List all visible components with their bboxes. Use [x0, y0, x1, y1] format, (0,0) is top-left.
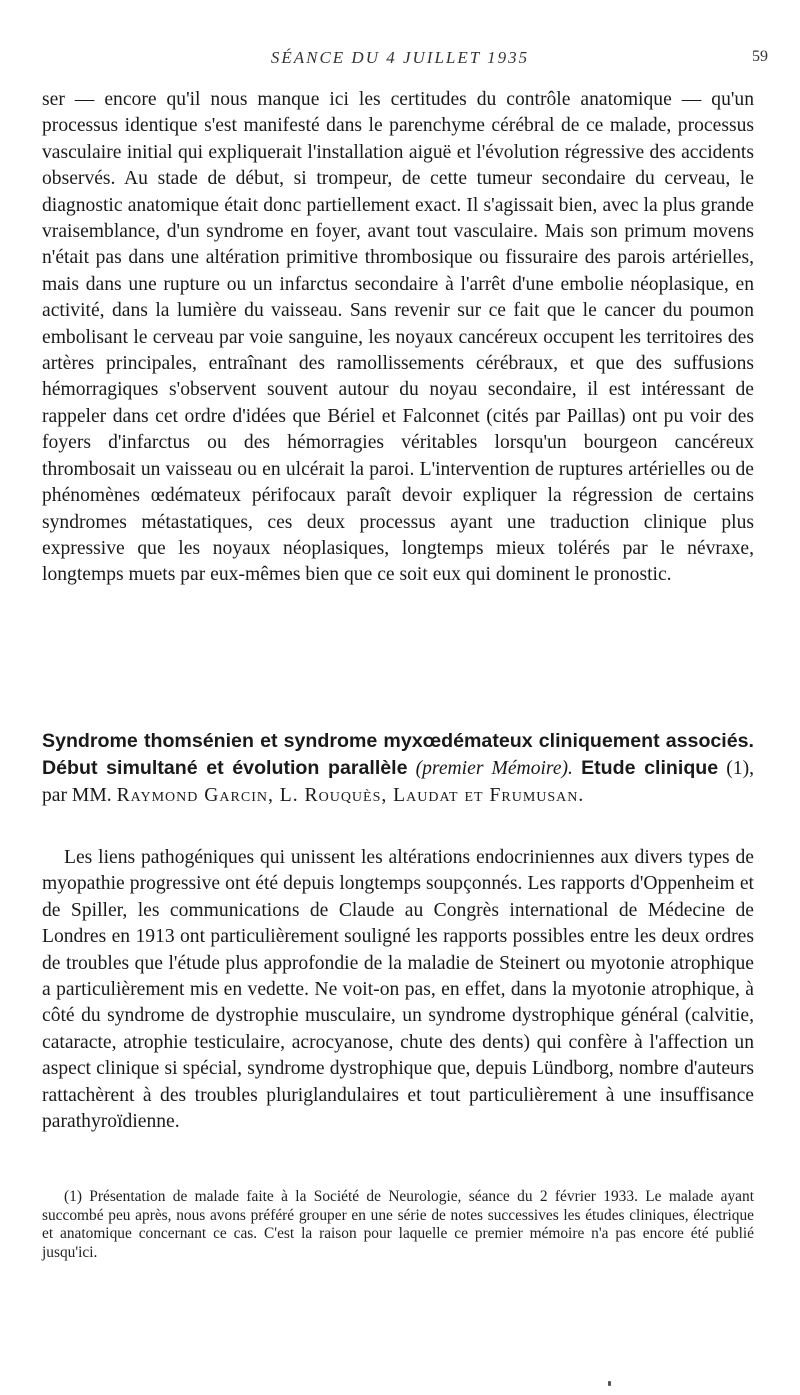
running-head: [0, 48, 800, 72]
authors: Raymond Garcin, L. Rouquès, Laudat et Frumusan.: [116, 785, 585, 806]
footnote-reference: (1),: [726, 758, 754, 779]
footnote-text: (1) Présentation de malade faite à la Société de Neurologie, séance du 2 février 1933. Le malade ayant succombé peu après, nous avons préféré grouper en une série de notes successives les études cliniques, électrique et anatomique concernant ce cas. C'est la raison pour laquelle ce premier mémoire n'a pas encore été publié jusqu'ici.: [42, 1188, 754, 1261]
article-subtitle: Etude clinique: [581, 757, 719, 779]
scan-speck: [608, 1381, 611, 1386]
article-body: [42, 845, 754, 1135]
article-title: Syndrome thomsénien et syndrome myxœdémateux cliniquement associés. Début simultané et évolution parallèle: [42, 730, 754, 779]
paragraph-text: Les liens pathogéniques qui unissent les altérations endocriniennes aux divers types de myopathie progressive ont été depuis longtemps soupçonnés. Les rapports d'Oppenheim et de Spiller, les communications de Claude au Congrès international de Médecine de Londres en 1913 ont particulièrement souligné les rapports possibles entre les deux ordres de troubles que l'étude plus approfondie de la maladie de Steinert ou myotonie atrophique a particulièrement mis en vedette. Ne voit-on pas, en effet, dans la myotonie atrophique, à côté du syndrome de dystrophie musculaire, un syndrome dystrophique général (calvitie, cataracte, atrophie testiculaire, acrocyanose, chute des dents) qui confère à l'affection un aspect clinique si spécial, syndrome dystrophique que, depuis Lündborg, nombre d'auteurs rattachèrent à des troubles pluriglandulaires et tout particulièrement à une insuffisance parathyroïdienne.: [42, 847, 754, 1133]
article-heading: [42, 728, 754, 809]
paragraph-continuation: [42, 87, 754, 589]
authors-prefix: par MM.: [42, 785, 112, 806]
page-number: 59: [752, 48, 768, 65]
running-title: SÉANCE DU 4 JUILLET 1935: [270, 48, 530, 67]
article-title-note: (premier Mémoire).: [415, 758, 573, 779]
footnote: [42, 1188, 754, 1262]
paragraph-text: ser — encore qu'il nous manque ici les certitudes du contrôle anatomique — qu'un processus identique s'est manifesté dans le parenchyme cérébral de ce malade, processus vasculaire initial qui expliquerait l'installation aiguë et l'évolution régressive des accidents observés. Au stade de début, si trompeur, de cette tumeur secondaire du cerveau, le diagnostic anatomique était donc partiellement exact. Il s'agissait bien, avec la plus grande vraisemblance, d'un syndrome en foyer, avant tout vasculaire. Mais son primum movens n'était pas dans une altération primitive thrombosique ou fissuraire des parois artérielles, mais dans une rupture ou un infarctus secondaire à l'arrêt d'une embolie néoplasique, en activité, dans la lumière du vaisseau. Sans revenir sur ce fait que le cancer du poumon embolisant le cerveau par voie sanguine, les noyaux cancéreux occupent les territoires des artères principales, entraînant des ramollissements cérébraux, et que des suffusions hémorragiques s'observent souvent autour du noyau secondaire, il est intéressant de rappeler dans cet ordre d'idées que Bériel et Falconnet (cités par Paillas) ont pu voir des foyers d'infarctus ou des hémorragies véritables lorsqu'un bourgeon cancéreux thrombosait un vaisseau ou en ulcérait la paroi. L'intervention de ruptures artérielles ou de phénomènes œdémateux périfocaux paraît devoir expliquer la régression de certains syndromes métastatiques, ces deux processus ayant une traduction clinique plus expressive que les noyaux néoplasiques, longtemps mieux tolérés par le névraxe, longtemps muets par eux-mêmes bien que ce soit eux qui dominent le pronostic.: [42, 89, 754, 586]
